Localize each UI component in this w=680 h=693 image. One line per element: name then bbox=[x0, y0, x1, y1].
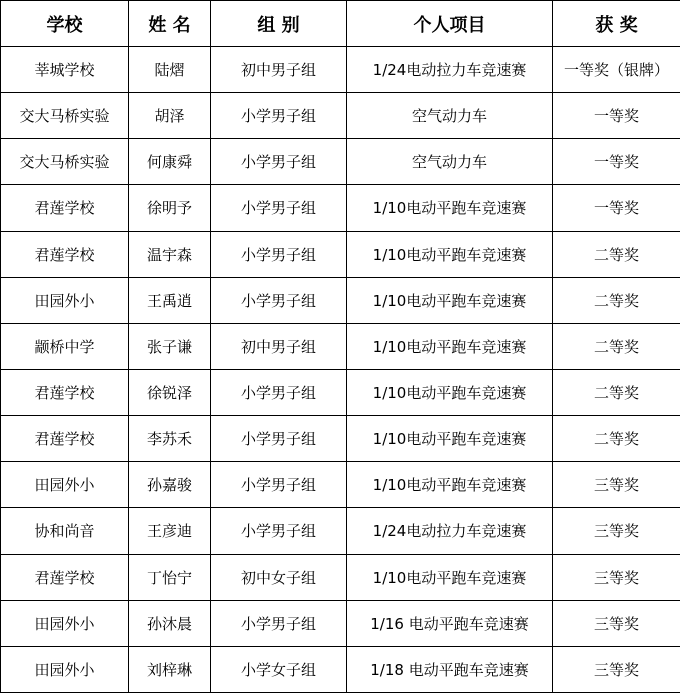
cell-event: 1/16 电动平跑车竞速赛 bbox=[347, 600, 553, 646]
table-row bbox=[1, 185, 680, 231]
cell-school: 君莲学校 bbox=[1, 416, 129, 462]
cell-name: 陆熠 bbox=[129, 47, 211, 93]
table-row bbox=[1, 323, 680, 369]
header-group: 组 别 bbox=[211, 1, 347, 47]
cell-award: 三等奖 bbox=[553, 554, 680, 600]
header-school: 学校 bbox=[1, 1, 129, 47]
cell-name: 孙沐晨 bbox=[129, 600, 211, 646]
header-event: 个人项目 bbox=[347, 1, 553, 47]
cell-school: 交大马桥实验 bbox=[1, 93, 129, 139]
cell-event: 1/10电动平跑车竞速赛 bbox=[347, 323, 553, 369]
cell-event: 1/24电动拉力车竞速赛 bbox=[347, 508, 553, 554]
cell-school: 莘城学校 bbox=[1, 47, 129, 93]
cell-event: 1/10电动平跑车竞速赛 bbox=[347, 462, 553, 508]
cell-award: 二等奖 bbox=[553, 323, 680, 369]
table-row bbox=[1, 93, 680, 139]
cell-event: 空气动力车 bbox=[347, 93, 553, 139]
cell-event: 1/24电动拉力车竞速赛 bbox=[347, 47, 553, 93]
cell-group: 初中男子组 bbox=[211, 47, 347, 93]
cell-school: 君莲学校 bbox=[1, 185, 129, 231]
cell-name: 温宇森 bbox=[129, 231, 211, 277]
cell-group: 小学男子组 bbox=[211, 369, 347, 415]
table-row bbox=[1, 462, 680, 508]
cell-name: 刘梓琳 bbox=[129, 646, 211, 692]
cell-event: 1/10电动平跑车竞速赛 bbox=[347, 185, 553, 231]
cell-event: 1/10电动平跑车竞速赛 bbox=[347, 369, 553, 415]
cell-name: 丁怡宁 bbox=[129, 554, 211, 600]
cell-group: 小学男子组 bbox=[211, 277, 347, 323]
cell-event: 空气动力车 bbox=[347, 139, 553, 185]
cell-school: 田园外小 bbox=[1, 600, 129, 646]
cell-name: 徐明予 bbox=[129, 185, 211, 231]
cell-event: 1/10电动平跑车竞速赛 bbox=[347, 231, 553, 277]
table-row bbox=[1, 369, 680, 415]
cell-event: 1/18 电动平跑车竞速赛 bbox=[347, 646, 553, 692]
table-row bbox=[1, 646, 680, 692]
cell-award: 一等奖（银牌） bbox=[553, 47, 680, 93]
cell-award: 一等奖 bbox=[553, 139, 680, 185]
cell-name: 孙嘉骏 bbox=[129, 462, 211, 508]
cell-name: 李苏禾 bbox=[129, 416, 211, 462]
cell-school: 田园外小 bbox=[1, 277, 129, 323]
cell-award: 一等奖 bbox=[553, 185, 680, 231]
table-row bbox=[1, 47, 680, 93]
cell-award: 三等奖 bbox=[553, 600, 680, 646]
cell-group: 小学男子组 bbox=[211, 600, 347, 646]
cell-group: 小学男子组 bbox=[211, 231, 347, 277]
cell-award: 二等奖 bbox=[553, 231, 680, 277]
cell-school: 颛桥中学 bbox=[1, 323, 129, 369]
cell-name: 何康舜 bbox=[129, 139, 211, 185]
cell-award: 二等奖 bbox=[553, 277, 680, 323]
cell-group: 小学男子组 bbox=[211, 462, 347, 508]
cell-school: 田园外小 bbox=[1, 462, 129, 508]
cell-name: 徐锐泽 bbox=[129, 369, 211, 415]
cell-event: 1/10电动平跑车竞速赛 bbox=[347, 416, 553, 462]
table-body bbox=[1, 47, 680, 693]
cell-school: 君莲学校 bbox=[1, 231, 129, 277]
cell-group: 小学男子组 bbox=[211, 185, 347, 231]
cell-name: 胡泽 bbox=[129, 93, 211, 139]
cell-name: 张子谦 bbox=[129, 323, 211, 369]
cell-award: 二等奖 bbox=[553, 369, 680, 415]
cell-school: 协和尚音 bbox=[1, 508, 129, 554]
cell-name: 王禹逍 bbox=[129, 277, 211, 323]
cell-school: 君莲学校 bbox=[1, 554, 129, 600]
table-row bbox=[1, 416, 680, 462]
cell-school: 田园外小 bbox=[1, 646, 129, 692]
cell-award: 三等奖 bbox=[553, 508, 680, 554]
table-row bbox=[1, 508, 680, 554]
table-row bbox=[1, 554, 680, 600]
cell-group: 小学女子组 bbox=[211, 646, 347, 692]
header-name: 姓 名 bbox=[129, 1, 211, 47]
cell-award: 三等奖 bbox=[553, 462, 680, 508]
cell-event: 1/10电动平跑车竞速赛 bbox=[347, 277, 553, 323]
table-row bbox=[1, 600, 680, 646]
cell-name: 王彦迪 bbox=[129, 508, 211, 554]
cell-group: 小学男子组 bbox=[211, 93, 347, 139]
cell-group: 小学男子组 bbox=[211, 139, 347, 185]
cell-event: 1/10电动平跑车竞速赛 bbox=[347, 554, 553, 600]
table-row bbox=[1, 277, 680, 323]
cell-award: 二等奖 bbox=[553, 416, 680, 462]
cell-award: 三等奖 bbox=[553, 646, 680, 692]
header-row bbox=[1, 1, 680, 47]
cell-school: 君莲学校 bbox=[1, 369, 129, 415]
cell-award: 一等奖 bbox=[553, 93, 680, 139]
cell-group: 小学男子组 bbox=[211, 508, 347, 554]
cell-group: 小学男子组 bbox=[211, 416, 347, 462]
header-award: 获 奖 bbox=[553, 1, 680, 47]
table-row bbox=[1, 139, 680, 185]
table-row bbox=[1, 231, 680, 277]
cell-group: 初中男子组 bbox=[211, 323, 347, 369]
cell-group: 初中女子组 bbox=[211, 554, 347, 600]
cell-school: 交大马桥实验 bbox=[1, 139, 129, 185]
